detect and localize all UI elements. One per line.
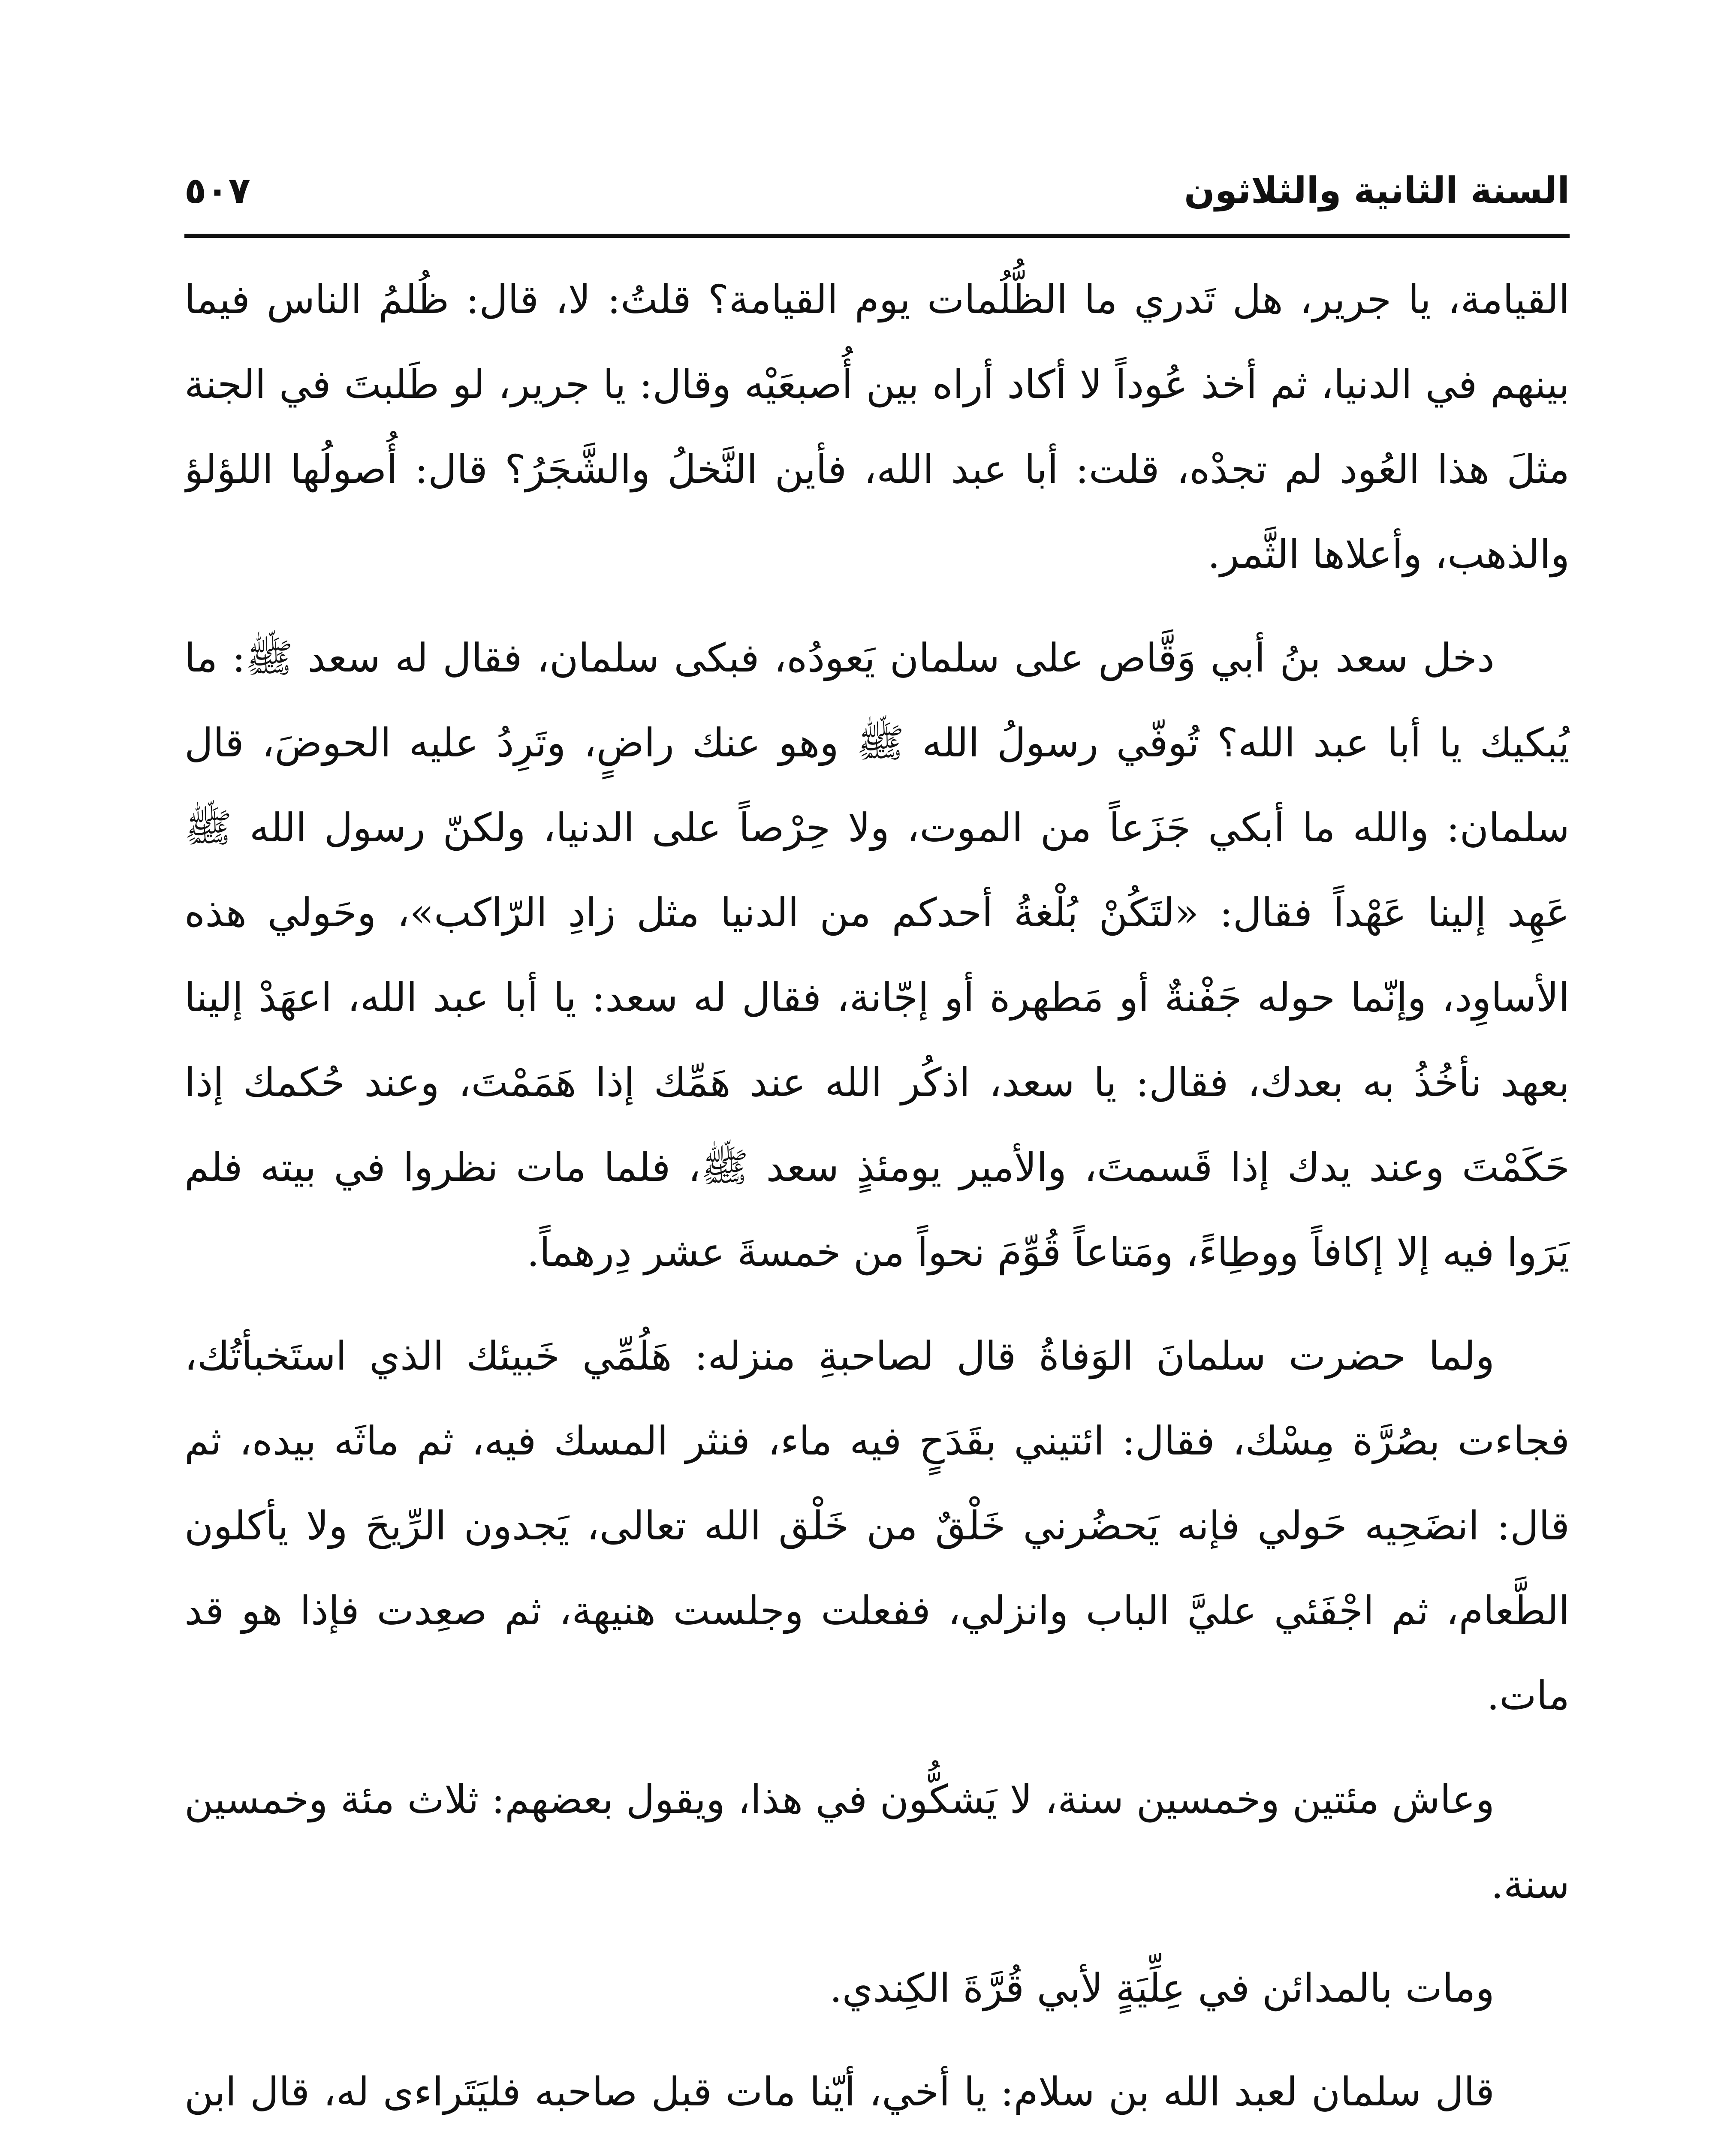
paragraph-3: ولما حضرت سلمانَ الوَفاةُ قال لصاحبةِ منزله: هَلُمِّي خَبيئك الذي استَخبأتُك، فجاءت بصُرَّة مِسْك، فقال: ائتيني بقَدَحٍ فيه ماء، فنثر المسك فيه، ثم ماثَه بيده، ثم قال: انضَحِيه حَولي فإنه يَحضُرني خَلْقٌ من خَلْق الله تعالى، يَجدون الرِّيحَ ولا يأكلون الطَّعام، ثم اجْفَئي عليَّ الباب وانزلي، ففعلت وجلست هنيهة، ثم صعِدت فإذا هو قد مات. <box>184 1333 1570 1719</box>
paragraph-6: قال سلمان لعبد الله بن سلام: يا أخي، أيّنا مات قبل صاحبه فليَتَراءى له، قال ابن <box>184 2069 1495 2115</box>
body-text <box>184 257 1570 2144</box>
header-divider <box>184 234 1570 238</box>
running-title: السنة الثانية والثلاثون <box>1184 169 1570 211</box>
paragraph-1: القيامة، يا جرير، هل تَدري ما الظُّلُمات يوم القيامة؟ قلتُ: لا، قال: ظُلمُ الناس فيما بينهم في الدنيا، ثم أخذ عُوداً لا أكاد أراه بين أُصبعَيْه وقال: يا جرير، لو طَلبتَ في الجنة مثلَ هذا العُود لم تجدْه، قلت: أبا عبد الله، فأين النَّخلُ والشَّجَرُ؟ قال: أُصولُها اللؤلؤ والذهب، وأعلاها الثَّمر. <box>184 277 1570 577</box>
paragraph-2: دخل سعد بنُ أبي وَقَّاص على سلمان يَعودُه، فبكى سلمان، فقال له سعد ﷺ: ما يُبكيك يا أبا عبد الله؟ تُوفّي رسولُ الله ﷺ وهو عنك راضٍ، وتَرِدُ عليه الحوضَ، قال سلمان: والله ما أبكي جَزَعاً من الموت، ولا حِرْصاً على الدنيا، ولكنّ رسول الله ﷺ عَهِد إلينا عَهْداً فقال: «لتَكُنْ بُلْغةُ أحدكم من الدنيا مثل زادِ الرّاكب»، وحَولي هذه الأساوِد، وإنّما حوله جَفْنةٌ أو مَطهرة أو إجّانة، فقال له سعد: يا أبا عبد الله، اعهَدْ إلينا بعهد نأخُذُ به بعدك، فقال: يا سعد، اذكُر الله عند هَمِّك إذا هَمَمْتَ، وعند حُكمك إذا حَكَمْتَ وعند يدك إذا قَسمتَ، والأمير يومئذٍ سعد ﷺ، فلما مات نظروا في بيته فلم يَرَوا فيه إلا إكافاً ووطِاءً، ومَتاعاً قُوِّمَ نحواً من خمسةَ عشر دِرهماً. <box>184 635 1570 1275</box>
paragraph-5: ومات بالمدائن في عِلِّيَةٍ لأبي قُرَّةَ الكِندي. <box>829 1965 1495 2011</box>
paragraph-4: وعاش مئتين وخمسين سنة، لا يَشكُّون في هذا، ويقول بعضهم: ثلاث مئة وخمسين سنة. <box>184 1777 1570 1907</box>
page-number: ٥٠٧ <box>184 169 250 211</box>
page-header <box>184 142 1570 210</box>
